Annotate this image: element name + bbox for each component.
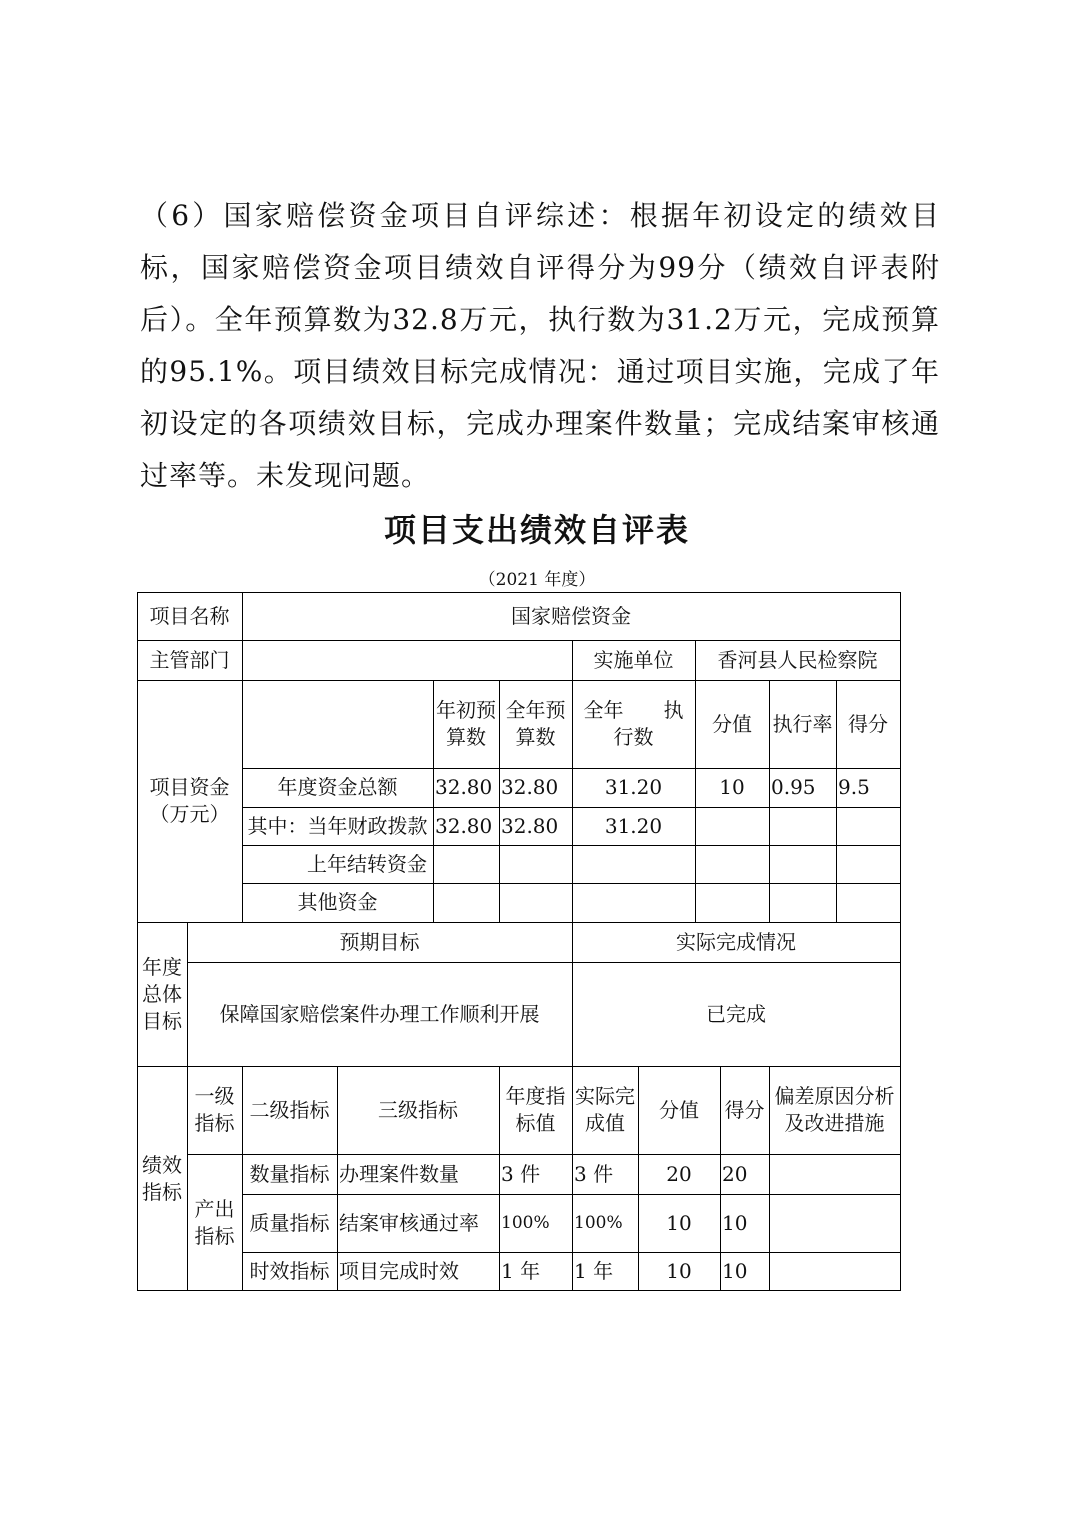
funds-cell bbox=[695, 845, 769, 883]
grid-line bbox=[242, 768, 900, 769]
grid-line bbox=[242, 807, 900, 808]
goal-expected-value: 保障国家赔偿案件办理工作顺利开展 bbox=[219, 1001, 540, 1026]
grid-line bbox=[187, 922, 188, 1291]
goal-actual-value: 已完成 bbox=[706, 1001, 766, 1026]
funds-cell: 9.5 bbox=[838, 775, 870, 799]
funds-cell bbox=[572, 845, 695, 883]
perf-cell: 10 bbox=[722, 1259, 748, 1283]
dept-value bbox=[242, 640, 572, 680]
perf-cell: 20 bbox=[722, 1161, 748, 1186]
funds-cell bbox=[695, 807, 769, 845]
impl-unit-label: 实施单位 bbox=[593, 647, 674, 672]
grid-line bbox=[242, 1194, 900, 1195]
funds-header-score-value: 分值 bbox=[712, 711, 752, 736]
funds-label: 项目资金（万元） bbox=[149, 775, 230, 826]
grid-line bbox=[337, 1066, 338, 1291]
funds-cell: 32.80 bbox=[501, 813, 559, 838]
perf-header-level1: 一级指标 bbox=[194, 1084, 235, 1135]
grid-line bbox=[242, 845, 900, 846]
perf-cell: 10 bbox=[666, 1210, 692, 1235]
perf-cell: 3 件 bbox=[501, 1161, 541, 1186]
perf-header-level2: 二级指标 bbox=[249, 1097, 330, 1122]
grid-line bbox=[572, 1066, 573, 1291]
perf-cell bbox=[769, 1194, 900, 1252]
table-title: 项目支出绩效自评表 bbox=[383, 511, 690, 549]
perf-cell: 办理案件数量 bbox=[339, 1161, 459, 1186]
perf-cell bbox=[769, 1154, 900, 1194]
funds-header-initial-budget: 年初预算数 bbox=[436, 698, 496, 749]
perf-header-level3: 三级指标 bbox=[378, 1097, 458, 1122]
funds-row-label: 年度资金总额 bbox=[277, 775, 398, 799]
grid-line bbox=[433, 680, 434, 922]
perf-cell: 项目完成时效 bbox=[339, 1259, 459, 1283]
grid-line bbox=[769, 1066, 770, 1291]
grid-line bbox=[137, 1066, 901, 1067]
grid-line bbox=[242, 883, 900, 884]
funds-header-0 bbox=[242, 680, 433, 768]
grid-line bbox=[572, 680, 573, 922]
funds-cell bbox=[836, 845, 900, 883]
funds-row-label: 其中：当年财政拨款 bbox=[247, 813, 428, 838]
grid-line bbox=[836, 680, 837, 922]
grid-line bbox=[769, 680, 770, 922]
funds-header-exec-rate: 执行率 bbox=[772, 711, 833, 736]
perf-cell: 3 件 bbox=[574, 1161, 614, 1186]
perf-cell: 时效指标 bbox=[249, 1259, 330, 1283]
perf-cell bbox=[769, 1252, 900, 1291]
grid-line bbox=[242, 1066, 243, 1291]
grid-line bbox=[187, 962, 900, 963]
grid-line bbox=[137, 680, 901, 681]
funds-cell: 32.80 bbox=[435, 813, 493, 838]
perf-cell: 结案审核通过率 bbox=[339, 1210, 479, 1235]
grid-line bbox=[242, 592, 243, 922]
perf-cell: 1 年 bbox=[501, 1259, 541, 1283]
goal-label: 年度总体目标 bbox=[142, 954, 182, 1033]
perf-level1-output: 产出指标 bbox=[194, 1196, 235, 1248]
perf-header-score-value: 分值 bbox=[659, 1097, 699, 1122]
funds-header-executed: 全年 执行数 bbox=[583, 698, 684, 749]
funds-cell bbox=[499, 845, 572, 883]
grid-line bbox=[572, 922, 573, 1066]
grid-line bbox=[499, 680, 500, 922]
summary-paragraph: （6）国家赔偿资金项目自评综述：根据年初设定的绩效目标，国家赔偿资金项目绩效自评得分为99分（绩效自评表附后）。全年预算数为32.8万元，执行数为31.2万元，完成预算的95.1%。项目绩效目标完成情况：通过项目实施，完成了年初设定的各项绩效目标，完成办理案件数量；完成结案审核通过率等。未发现问题。 bbox=[140, 199, 940, 492]
funds-cell: 31.20 bbox=[604, 813, 663, 838]
perf-header-score: 得分 bbox=[724, 1097, 765, 1122]
funds-cell: 10 bbox=[719, 775, 745, 799]
impl-unit-value: 香河县人民检察院 bbox=[717, 647, 878, 672]
perf-cell: 数量指标 bbox=[249, 1161, 330, 1186]
grid-line bbox=[187, 1154, 900, 1155]
funds-cell bbox=[769, 883, 836, 922]
table-border-bottom bbox=[137, 1290, 901, 1291]
grid-line bbox=[720, 1066, 721, 1291]
perf-cell: 10 bbox=[722, 1210, 748, 1235]
perf-header-actual: 实际完成值 bbox=[575, 1084, 635, 1135]
perf-cell: 1 年 bbox=[574, 1259, 614, 1283]
perf-cell: 10 bbox=[666, 1259, 692, 1283]
funds-cell bbox=[433, 883, 499, 922]
table-border-right bbox=[900, 592, 901, 1291]
perf-cell: 质量指标 bbox=[249, 1210, 330, 1235]
year-label: （2021 年度） bbox=[478, 570, 596, 590]
funds-row-label: 其他资金 bbox=[297, 890, 378, 914]
perf-cell: 100% bbox=[574, 1212, 623, 1233]
grid-line bbox=[499, 1066, 500, 1291]
funds-cell bbox=[499, 883, 572, 922]
perf-header-deviation: 偏差原因分析及改进措施 bbox=[774, 1084, 895, 1135]
grid-line bbox=[137, 922, 901, 923]
goal-actual-header: 实际完成情况 bbox=[676, 929, 796, 954]
table-border-left bbox=[137, 592, 138, 1291]
funds-header-score: 得分 bbox=[848, 711, 888, 736]
funds-cell bbox=[572, 883, 695, 922]
grid-line bbox=[695, 640, 696, 680]
perf-cell: 100% bbox=[501, 1212, 550, 1233]
funds-cell bbox=[769, 807, 836, 845]
grid-line bbox=[572, 640, 573, 680]
project-name-label: 项目名称 bbox=[149, 604, 230, 628]
funds-row-label: 上年结转资金 bbox=[307, 851, 427, 876]
project-name-value: 国家赔偿资金 bbox=[511, 604, 631, 628]
funds-cell bbox=[836, 883, 900, 922]
funds-cell: 31.20 bbox=[604, 775, 663, 799]
grid-line bbox=[695, 680, 696, 922]
funds-cell bbox=[695, 883, 769, 922]
funds-header-annual-budget: 全年预算数 bbox=[505, 698, 566, 749]
grid-line bbox=[137, 640, 901, 641]
funds-cell: 32.80 bbox=[501, 775, 559, 799]
grid-line bbox=[638, 1066, 639, 1291]
perf-cell: 20 bbox=[666, 1161, 692, 1186]
perf-label: 绩效指标 bbox=[142, 1152, 182, 1204]
funds-cell: 0.95 bbox=[771, 775, 816, 799]
table-border-top bbox=[137, 592, 901, 593]
goal-expected-header: 预期目标 bbox=[339, 929, 420, 954]
grid-line bbox=[242, 1252, 900, 1253]
funds-cell bbox=[769, 845, 836, 883]
dept-label: 主管部门 bbox=[149, 647, 230, 672]
funds-cell bbox=[433, 845, 499, 883]
funds-cell: 32.80 bbox=[435, 775, 493, 799]
funds-cell bbox=[836, 807, 900, 845]
perf-header-target: 年度指标值 bbox=[505, 1084, 566, 1135]
